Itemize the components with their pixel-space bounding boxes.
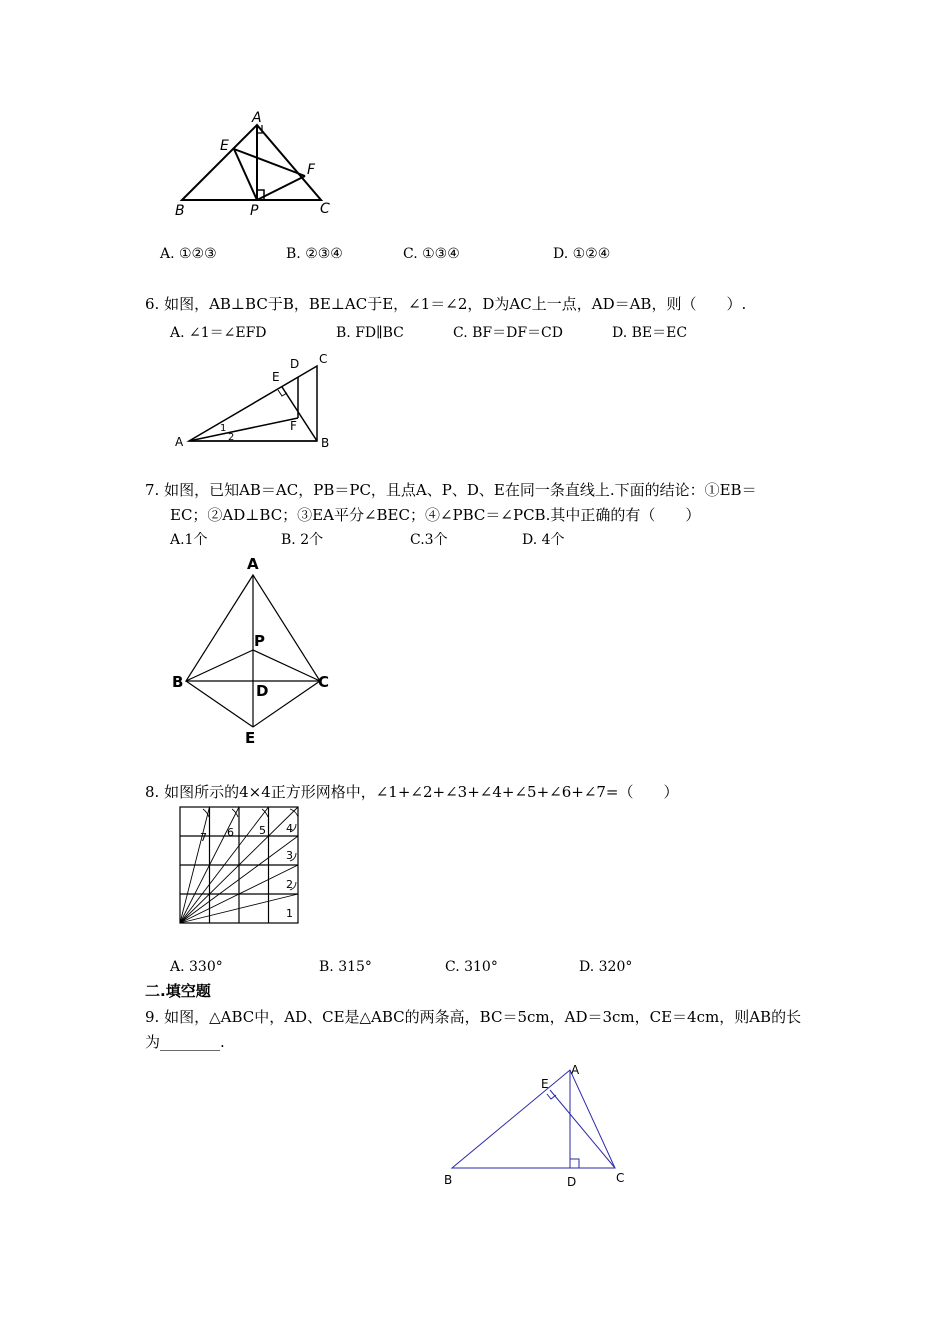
angle-label-6: 6 [227, 826, 234, 839]
label-a: A [252, 110, 262, 126]
segment-be [186, 681, 253, 727]
q5-option-a[interactable]: A. ①②③ [160, 246, 217, 262]
q7-option-d[interactable]: D. 4个 [522, 532, 565, 548]
q5-figure [170, 108, 370, 228]
q7-figure [170, 555, 340, 745]
label-e: E [272, 370, 280, 384]
q8-option-b[interactable]: B. 315° [319, 959, 372, 975]
angle-label-4: 4 [286, 822, 293, 835]
triangle-abc [452, 1070, 615, 1168]
angle-label-5: 5 [259, 824, 266, 837]
q6-option-b[interactable]: B. FD∥BC [336, 325, 404, 341]
altitude-ce [550, 1090, 615, 1168]
q9-stem-line1: 9. 如图，△ABC中，AD、CE是△ABC的两条高，BC＝5cm，AD＝3cm，CE＝4cm，则AB的长 [145, 1008, 802, 1026]
label-c: C [318, 673, 330, 691]
q8-stem: 8. 如图所示的4×4正方形网格中，∠1+∠2+∠3+∠4+∠5+∠6+∠7=（ ） [145, 783, 679, 801]
label-d: D [567, 1175, 577, 1189]
angle-2-label: 2 [228, 432, 235, 443]
q5-option-b[interactable]: B. ②③④ [286, 246, 343, 262]
angle-label-3: 3 [286, 849, 293, 862]
label-c: C [319, 352, 328, 366]
q7-stem-line2: EC；②AD⊥BC；③EA平分∠BEC；④∠PBC＝∠PCB.其中正确的有（ ） [170, 506, 701, 524]
label-b: B [172, 673, 184, 691]
label-f: F [307, 162, 316, 178]
right-angle-mark-e [547, 1094, 556, 1099]
label-e: E [541, 1077, 549, 1091]
segment-be [282, 387, 317, 441]
q7-option-a[interactable]: A.1个 [170, 532, 208, 548]
q8-option-d[interactable]: D. 320° [579, 959, 633, 975]
label-b: B [321, 436, 330, 450]
q6-stem: 6. 如图，AB⊥BC于B，BE⊥AC于E，∠1＝∠2，D为AC上一点，AD＝AB，则（ ）. [145, 295, 747, 313]
q7-stem-line1: 7. 如图，已知AB＝AC，PB＝PC，且点A、P、D、E在同一条直线上.下面的结论：①EB＝ [145, 481, 757, 499]
label-d: D [256, 682, 269, 700]
label-f: F [290, 419, 297, 433]
angle-label-2: 2 [286, 878, 293, 891]
label-b: B [175, 203, 185, 219]
label-e: E [220, 138, 229, 154]
q9-figure [440, 1058, 640, 1188]
q8-option-c[interactable]: C. 310° [445, 959, 498, 975]
q8-grid-figure [178, 805, 308, 930]
label-c: C [616, 1171, 625, 1185]
label-a: A [571, 1063, 580, 1077]
q6-option-a[interactable]: A. ∠1＝∠EFD [170, 325, 267, 341]
segment-af [189, 418, 298, 441]
right-angle-mark-d [570, 1159, 579, 1168]
label-a: A [175, 435, 184, 449]
angle-label-1: 1 [286, 907, 293, 920]
angle-label-7: 7 [200, 831, 207, 844]
q6-option-d[interactable]: D. BE＝EC [612, 325, 688, 341]
q6-option-c[interactable]: C. BF＝DF＝CD [453, 325, 563, 341]
label-b: B [444, 1173, 453, 1187]
q7-option-b[interactable]: B. 2个 [281, 532, 324, 548]
angle-1-label: 1 [220, 423, 227, 434]
q6-figure [170, 350, 340, 450]
label-a: A [247, 555, 259, 573]
q5-option-c[interactable]: C. ①③④ [403, 246, 460, 262]
label-d: D [290, 357, 300, 371]
section-title: 二.填空题 [145, 982, 211, 1000]
label-p: P [254, 632, 265, 650]
label-p: P [250, 203, 259, 219]
q7-option-c[interactable]: C.3个 [410, 532, 448, 548]
q9-stem-line2: 为________. [145, 1033, 225, 1051]
label-e: E [245, 729, 256, 747]
q8-option-a[interactable]: A. 330° [170, 959, 223, 975]
q5-option-d[interactable]: D. ①②④ [553, 246, 611, 262]
label-c: C [320, 201, 330, 217]
